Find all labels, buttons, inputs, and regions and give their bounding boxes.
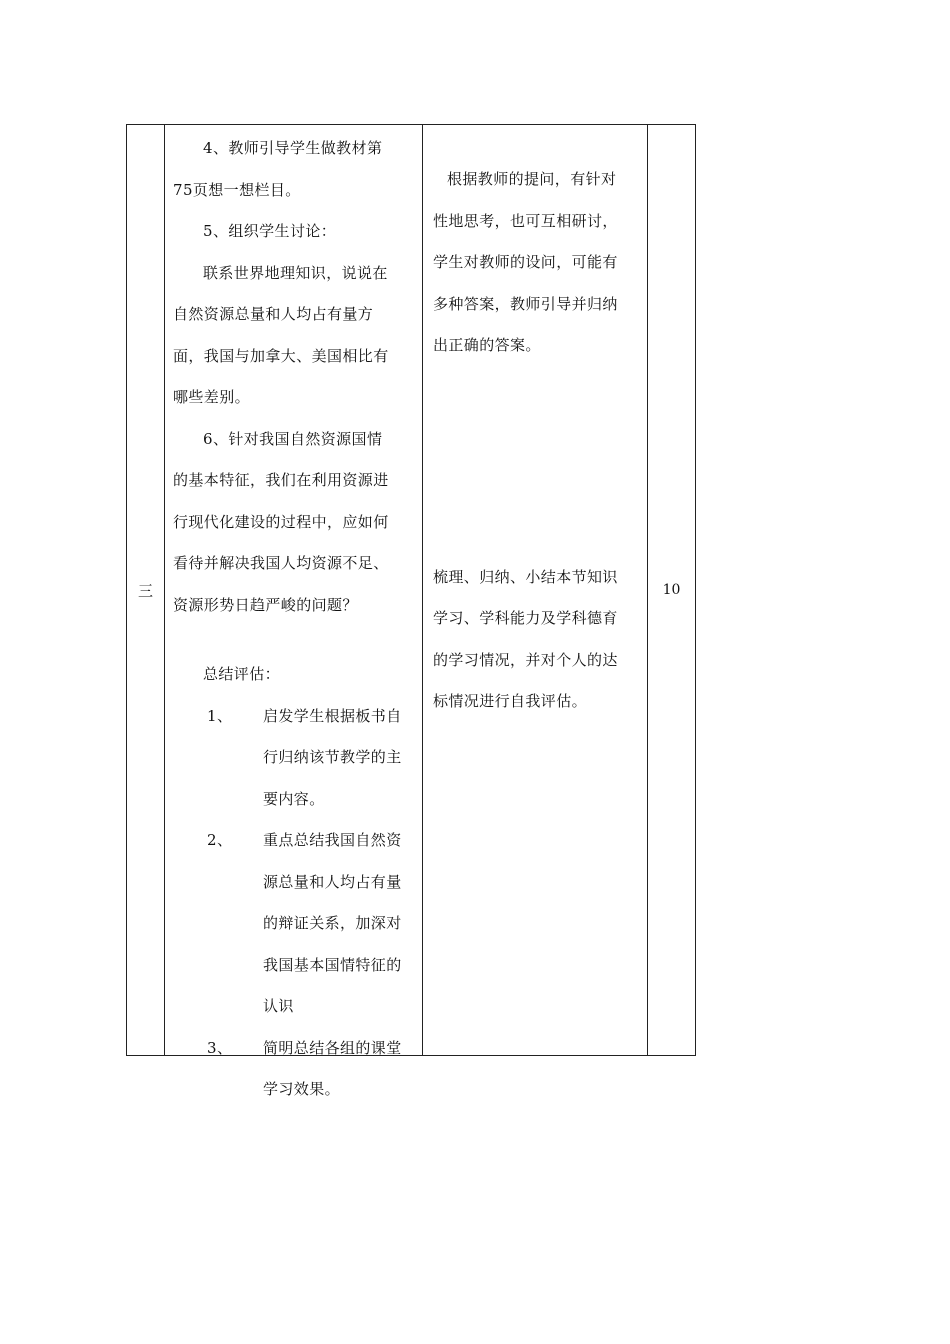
student-line: 学生对教师的设问，可能有 [433, 253, 618, 271]
student-activity-cell [433, 159, 643, 723]
step4-line: 4、教师引导学生做教材第 [203, 139, 383, 157]
summary-title: 总结评估： [203, 665, 281, 683]
student-line: 多种答案，教师引导并归纳 [433, 294, 618, 313]
student-line: 出正确的答案。 [433, 336, 541, 354]
summary-item-number: 1、 [207, 706, 233, 725]
summary-item-line: 行归纳该节教学的主 [263, 748, 402, 766]
column-divider [422, 125, 423, 1055]
step6-line: 行现代化建设的过程中，应如何 [173, 512, 389, 531]
step5-line: 哪些差别。 [173, 388, 251, 406]
column-divider [164, 125, 165, 1055]
student-line: 性地思考，也可互相研讨， [433, 211, 618, 230]
time-minutes: 10 [662, 582, 681, 598]
summary-item-line: 重点总结我国自然资 [263, 831, 402, 849]
step6-line: 看待并解决我国人均资源不足、 [173, 554, 389, 572]
summary-item-line: 要内容。 [263, 789, 325, 808]
summary-item-number: 2、 [207, 831, 233, 849]
summary-item-number: 3、 [207, 1038, 233, 1057]
lesson-table [126, 124, 696, 1098]
student-line: 根据教师的提问，有针对 [447, 170, 617, 188]
summary-item-line: 启发学生根据板书自 [263, 706, 402, 725]
step5-line: 面，我国与加拿大、美国相比有 [173, 346, 389, 365]
summary-item-line: 的辩证关系，加深对 [263, 914, 402, 932]
summary-item-line: 我国基本国情特征的 [263, 955, 402, 974]
step6-line: 6、针对我国自然资源国情 [203, 429, 383, 448]
student-line: 标情况进行自我评估。 [433, 692, 588, 710]
section-number: 三 [137, 581, 153, 600]
teacher-activity-cell [173, 128, 419, 1111]
step5-line: 自然资源总量和人均占有量方 [173, 305, 374, 323]
spacer [433, 367, 643, 557]
summary-item-line: 认识 [263, 997, 294, 1015]
summary-item [173, 820, 419, 1028]
student-line: 的学习情况，并对个人的达 [433, 650, 618, 669]
student-line: 梳理、归纳、小结本节知识 [433, 567, 618, 586]
student-line: 学习、学科能力及学科德育 [433, 609, 618, 627]
summary-item-line: 学习效果。 [263, 1080, 341, 1098]
summary-item [173, 1028, 419, 1111]
step5-title: 5、组织学生讨论： [203, 222, 337, 240]
step5-line: 联系世界地理知识，说说在 [203, 263, 388, 282]
step6-line: 资源形势日趋严峻的问题？ [173, 595, 358, 614]
step6-line: 的基本特征，我们在利用资源进 [173, 471, 389, 489]
summary-item-line: 源总量和人均占有量 [263, 872, 402, 891]
summary-item-line: 简明总结各组的课堂 [263, 1038, 402, 1057]
summary-item [173, 696, 419, 821]
spacer [173, 626, 419, 654]
step4-line: 75页想一想栏目。 [173, 180, 301, 199]
